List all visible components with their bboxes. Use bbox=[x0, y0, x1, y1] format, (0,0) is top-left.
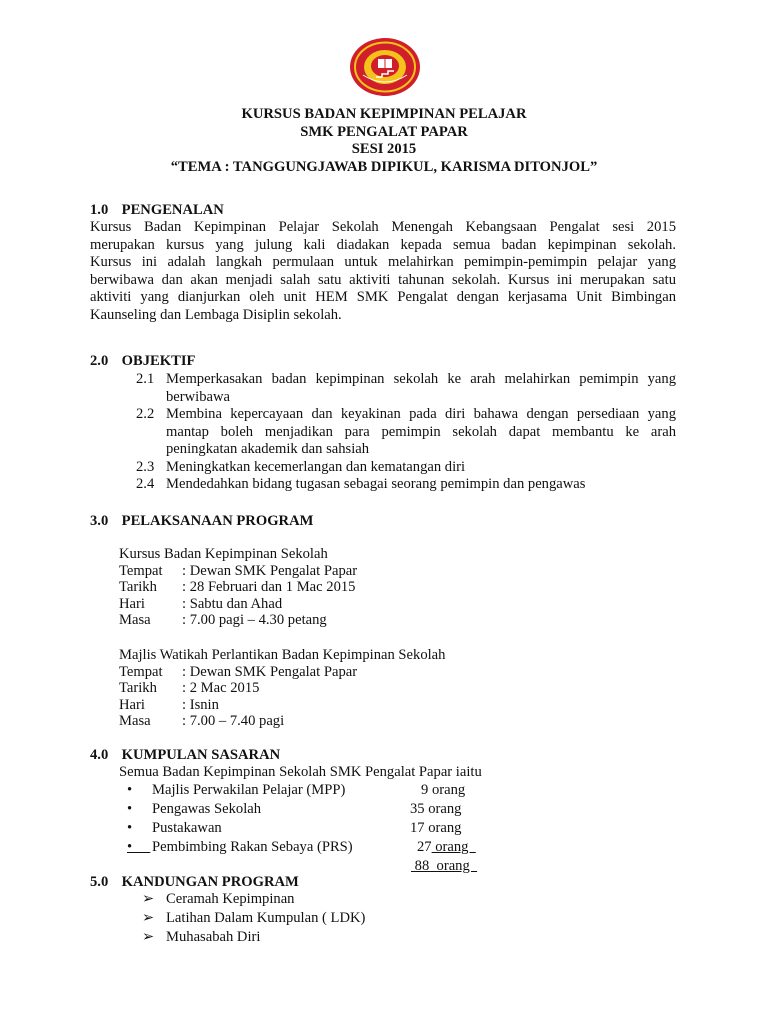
time-label: Masa bbox=[119, 713, 151, 729]
objective-item: 2.2 Membina kepercayaan dan keyakinan pada diri bahawa dengan persediaan yang mantap boleh menjadikan para pemimpin sekolah dapat membantu ke arah peningkatan akademik dan sahsiah bbox=[136, 406, 676, 457]
course-details bbox=[119, 546, 357, 629]
day-label: Hari bbox=[119, 595, 145, 612]
venue-value: : Dewan SMK Pengalat Papar bbox=[182, 562, 358, 579]
document-title bbox=[0, 106, 768, 176]
time-value: : 7.00 pagi – 4.30 petang bbox=[182, 612, 327, 628]
course-title: Kursus Badan Kepimpinan Sekolah bbox=[119, 546, 328, 562]
objective-item: 2.1 Memperkasakan badan kepimpinan sekolah ke arah melahirkan pemimpin yang berwibawa bbox=[136, 371, 676, 405]
date-label: Tarikh bbox=[119, 680, 157, 696]
section-heading-pelaksanaan: 3.0 PELAKSANAAN PROGRAM bbox=[90, 513, 314, 529]
ceremony-title: Majlis Watikah Perlantikan Badan Kepimpinan Sekolah bbox=[119, 647, 446, 663]
pengenalan-paragraph: Kursus Badan Kepimpinan Pelajar Sekolah Menengah Kebangsaan Pengalat sesi 2015 merupakan kursus yang julung kali diadakan kepada semua badan kepimpinan sekolah. Kursus ini adalah langkah permulaan untuk melahirkan pemimpin-pemimpin pelajar yang berwibawa dan akan menjadi salah satu aktiviti tahunan sekolah. Kursus ini merupakan satu aktiviti yang dianjurkan oleh unit HEM SMK Pengalat dengan kerjasama Unit Bimbingan Kaunseling dan Lembaga Disiplin sekolah. bbox=[90, 219, 676, 323]
bullet-icon: • bbox=[127, 839, 151, 855]
section-heading-pengenalan: 1.0 PENGENALAN bbox=[90, 202, 224, 218]
arrow-bullet-icon: ➢ bbox=[142, 929, 155, 945]
arrow-bullet-icon: ➢ bbox=[142, 910, 155, 926]
bullet-icon: • bbox=[127, 820, 133, 836]
day-value: : Sabtu dan Ahad bbox=[182, 595, 283, 612]
time-label: Masa bbox=[119, 612, 151, 628]
objective-item: 2.3 Meningkatkan kecemerlangan dan kematangan diri bbox=[136, 458, 466, 475]
document-page: KURSUS BADAN KEPIMPINAN PELAJAR SMK PENGALAT PAPAR SESI 2015 “TEMA : TANGGUNGJAWAB DIPIKUL, KARISMA DITONJOL” 1.0 PENGENALAN Kursus Badan Kepimpinan Pelajar Sekolah Menengah Kebangsaan Pengalat sesi 2015 merupakan kursus yang julung kali diadakan kepada semua badan kepimpinan sekolah. Kursus ini adalah langkah permulaan untuk melahirkan pemimpin-pemimpin pelajar yang berwibawa dan akan menjadi salah satu aktiviti tahunan sekolah. Kursus ini merupakan satu aktiviti yang dianjurkan oleh unit HEM SMK Pengalat dengan kerjasama Unit Bimbingan Kaunseling dan Lembaga Disiplin sekolah. 2.0 OBJEKTIF 2.1 Memperkasakan badan kepimpinan sekolah ke arah melahirkan pemimpin yang berwibawa 2.2 Membina kepercayaan dan keyakinan pada diri bahawa dengan persediaan yang mantap boleh menjadikan para pemimpin sekolah dapat membantu ke arah peningkatan akademik dan sahsiah 2.3 Meningkatkan kecemerlangan dan kematangan diri 2.4 Mendedahkan bidang tugasan sebagai seorang pemimpin dan pengawas 3.0 PELAKSANAAN PROGRAM Kursus Badan Kepimpinan Sekolah Tempat : Dewan SMK Pengalat Papar Tarikh : 28 Februari dan 1 Mac 2015 Hari : Sabtu dan Ahad Masa : 7.00 pagi – 4.30 petang Majlis Watikah Perlantikan Badan Kepimpinan Sekolah Tempat : Dewan SMK Pengalat Papar Tarikh : 2 Mac 2015 Hari : Isnin Masa : 7.00 – 7.40 pagi 4.0 KUMPULAN SASARAN Semua Badan Kepimpinan Sekolah SMK Pengalat Papar iaitu • Majlis Perwakilan Pelajar (MPP) 9 orang • Pengawas Sekolah 35 orang • Pustakawan 17 orang • Pembimbing Rakan Sebaya (PRS) 27 orang 88 orang 5.0 KANDUNGAN PROGRAM ➢ Ceramah Kepimpinan ➢ Latihan Dalam Kumpulan ( LDK) ➢ Muhasabah Diri bbox=[0, 0, 768, 1024]
arrow-bullet-icon: ➢ bbox=[142, 891, 155, 907]
bullet-icon: • bbox=[127, 782, 133, 798]
total-count: 88 orang bbox=[411, 858, 478, 874]
objective-item: 2.4 Mendedahkan bidang tugasan sebagai seorang pemimpin dan pengawas bbox=[136, 476, 586, 492]
title-line-theme: “TEMA : TANGGUNGJAWAB DIPIKUL, KARISMA DITONJOL” bbox=[170, 158, 598, 175]
bullet-icon: • bbox=[127, 801, 133, 817]
objective-list bbox=[136, 371, 676, 494]
time-value: : 7.00 – 7.40 pagi bbox=[182, 713, 285, 729]
date-label: Tarikh bbox=[119, 579, 157, 595]
title-line-session: SESI 2015 bbox=[351, 141, 417, 157]
school-crest-icon bbox=[349, 37, 421, 97]
section-heading-kandungan: 5.0 KANDUNGAN PROGRAM bbox=[90, 874, 299, 890]
section-heading-objektif: 2.0 OBJEKTIF bbox=[90, 353, 196, 369]
day-label: Hari bbox=[119, 696, 145, 713]
venue-value: : Dewan SMK Pengalat Papar bbox=[182, 663, 358, 680]
day-value: : Isnin bbox=[182, 696, 219, 713]
venue-label: Tempat bbox=[119, 562, 163, 579]
section-heading-sasaran: 4.0 KUMPULAN SASARAN bbox=[90, 747, 281, 763]
date-value: : 2 Mac 2015 bbox=[182, 680, 260, 696]
title-line-school: SMK PENGALAT PAPAR bbox=[300, 123, 468, 140]
ceremony-details bbox=[119, 647, 445, 730]
venue-label: Tempat bbox=[119, 663, 163, 680]
target-intro: Semua Badan Kepimpinan Sekolah SMK Pengalat Papar iaitu bbox=[119, 764, 482, 780]
title-line-course: KURSUS BADAN KEPIMPINAN PELAJAR bbox=[241, 106, 527, 122]
date-value: : 28 Februari dan 1 Mac 2015 bbox=[182, 579, 356, 595]
